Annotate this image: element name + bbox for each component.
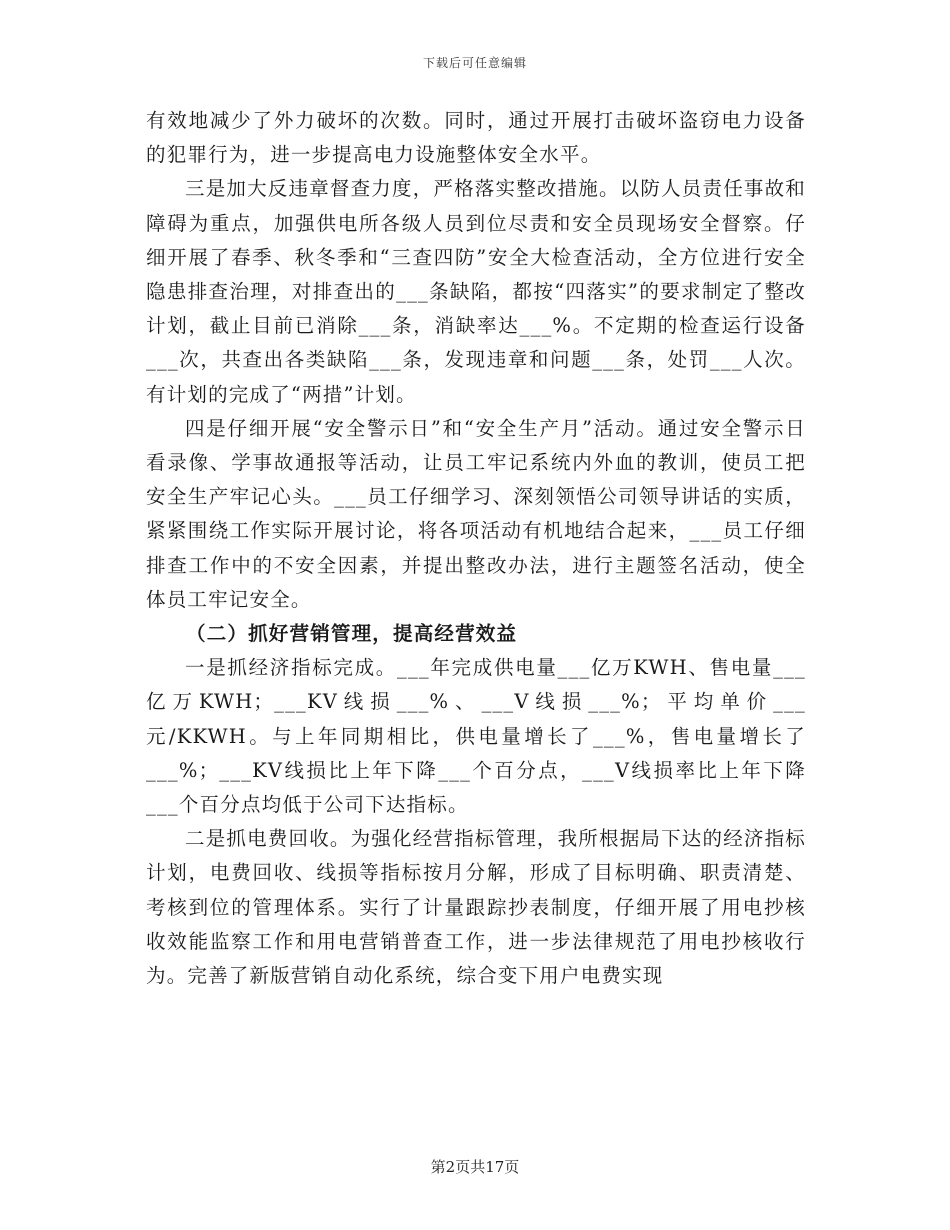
- paragraph-2: 三是加大反违章督查力度，严格落实整改措施。以防人员责任事故和障碍为重点，加强供电所各级人员到位尽责和安全员现场安全督察。仔细开展了春季、秋冬季和“三查四防”安全大检查活动，全方位进行安全隐患排查治理，对排查出的___条缺陷，都按“四落实”的要求制定了整改计划，截止目前已消除___条，消缺率达___%。不定期的检查运行设备___次，共查出各类缺陷___条，发现违章和问题___条，处罚___人次。有计划的完成了“两措”计划。: [146, 177, 807, 406]
- paragraph-5: 二是抓电费回收。为强化经营指标管理，我所根据局下达的经济指标计划，电费回收、线损等指标按月分解，形成了目标明确、职责清楚、考核到位的管理体系。实行了计量跟踪抄表制度，仔细开展了用电抄核收效能监察工作和用电营销普查工作，进一步法律规范了用电抄核收行为。完善了新版营销自动化系统，综合变下用户电费实现: [146, 827, 807, 988]
- paragraph-3: 四是仔细开展“安全警示日”和“安全生产月”活动。通过安全警示日看录像、学事故通报等活动，让员工牢记系统内外血的教训，使员工把安全生产牢记心头。___员工仔细学习、深刻领悟公司领导讲话的实质，紧紧围绕工作实际开展讨论，将各项活动有机地结合起来，___员工仔细排查工作中的不安全因素，并提出整改办法，进行主题签名活动，使全体员工牢记安全。: [146, 416, 806, 611]
- page-header: 下载后可任意编辑: [422, 56, 527, 70]
- section-heading: （二）抓好营销管理，提高经营效益: [186, 622, 518, 646]
- paragraph-4: 一是抓经济指标完成。___年完成供电量___亿万KWH、售电量___亿万KWH；___KV线损___%、___V线损___%；平均单价___元/KKWH。与上年同期相比，供电量增长了___%，售电量增长了___%；___KV线损比上年下降___个百分点，___V线损率比上年下降___个百分点均低于公司下达指标。: [146, 656, 806, 817]
- paragraph-1: 有效地减少了外力破坏的次数。同时，通过开展打击破坏盗窃电力设备的犯罪行为，进一步提高电力设施整体安全水平。: [146, 109, 806, 167]
- document-body: [146, 104, 806, 993]
- page-number: 第2页共17页: [430, 1158, 520, 1176]
